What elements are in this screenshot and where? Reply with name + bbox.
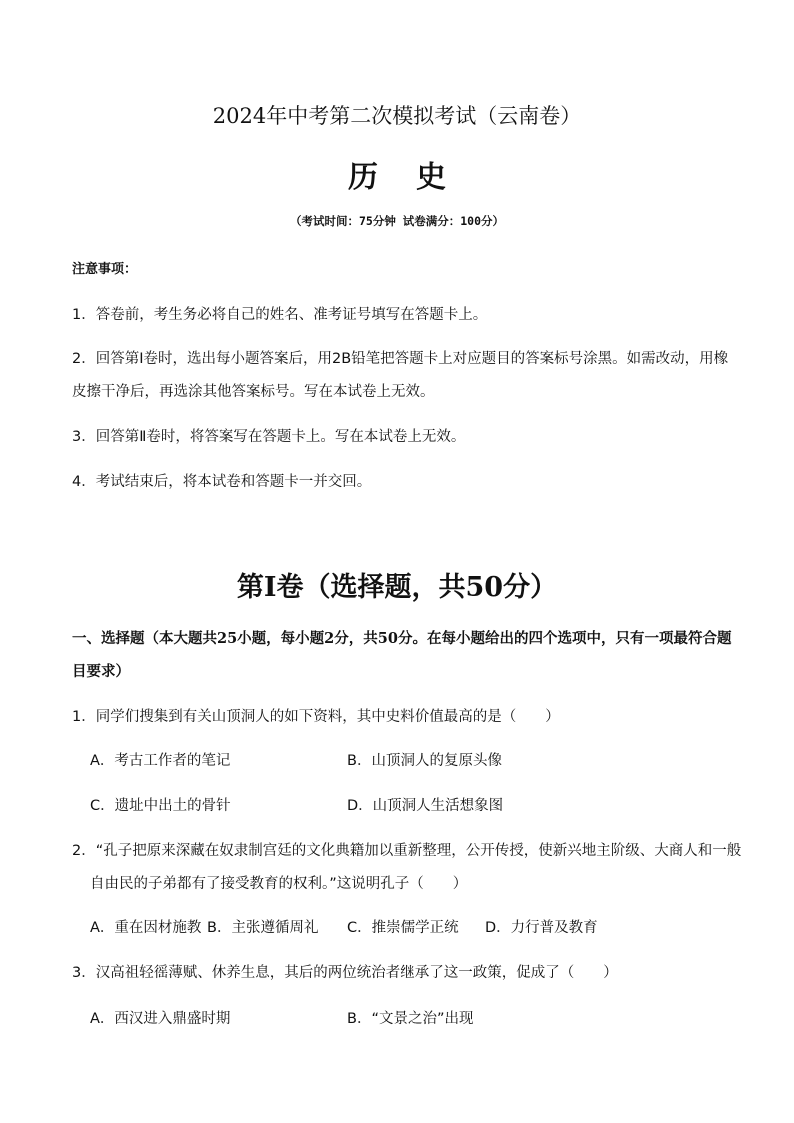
question-stem-cont: 自由民的子弟都有了接受教育的权利。”这说明孔子（ ） (90, 876, 468, 892)
option-a: A．西汉进入鼎盛时期 (90, 1011, 231, 1027)
section-instructions-cont: 目要求） (72, 663, 130, 680)
exam-title: 2024年中考第二次模拟考试（云南卷） (212, 104, 582, 128)
exam-meta: （考试时间：75分钟 试卷满分：100分） (289, 214, 505, 228)
notice-item: 3．回答第Ⅱ卷时，将答案写在答题卡上。写在本试卷上无效。 (72, 429, 466, 445)
option-a: A．考古工作者的笔记 (90, 753, 231, 769)
option-b: B．主张遵循周礼 (207, 920, 319, 936)
notice-item: 2．回答第Ⅰ卷时，选出每小题答案后，用2B铅笔把答题卡上对应题目的答案标号涂黑。如需改动，用橡 (72, 351, 729, 367)
question-stem: 1．同学们搜集到有关山顶洞人的如下资料，其中史料价值最高的是（ ） (72, 709, 560, 725)
option-d: D．力行普及教育 (485, 920, 598, 936)
option-b: B．山顶洞人的复原头像 (347, 753, 502, 769)
option-b: B．“文景之治”出现 (347, 1011, 474, 1027)
notice-item: 皮擦干净后，再选涂其他答案标号。写在本试卷上无效。 (72, 384, 435, 400)
option-a: A．重在因材施教 (90, 920, 202, 936)
option-d: D．山顶洞人生活想象图 (347, 798, 504, 814)
option-c: C．遗址中出土的骨针 (90, 798, 231, 814)
section-title: 第Ⅰ卷（选择题，共50分） (236, 572, 558, 603)
question-stem: 3．汉高祖轻徭薄赋、休养生息，其后的两位统治者继承了这一政策，促成了（ ） (72, 965, 618, 981)
notice-item: 4．考试结束后，将本试卷和答题卡一并交回。 (72, 474, 372, 490)
option-c: C．推崇儒学正统 (347, 920, 459, 936)
notice-item: 1．答卷前，考生务必将自己的姓名、准考证号填写在答题卡上。 (72, 307, 488, 323)
subject-title: 历史 (348, 160, 484, 195)
section-instructions: 一、选择题（本大题共25小题，每小题2分，共50分。在每小题给出的四个选项中，只有一项最符合题 (72, 630, 732, 647)
notice-heading: 注意事项： (72, 262, 138, 277)
question-stem: 2．“孔子把原来深藏在奴隶制宫廷的文化典籍加以重新整理，公开传授，使新兴地主阶级、大商人和一般 (72, 843, 742, 859)
